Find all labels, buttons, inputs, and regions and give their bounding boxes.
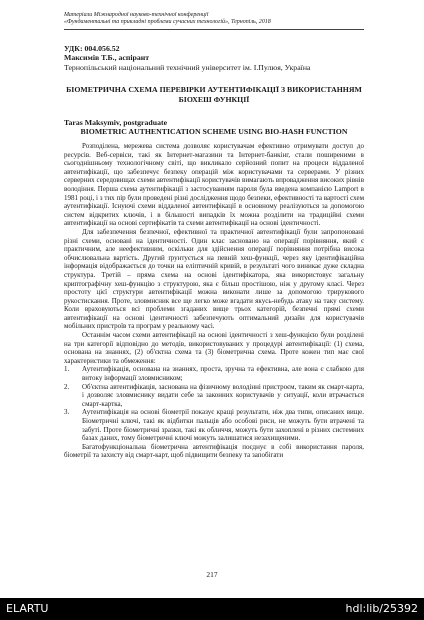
english-author-name: Taras Maksymiv, postgraduate xyxy=(64,118,168,127)
conference-header-line1: Матеріали Міжнародної науково-технічної конференції xyxy=(64,12,209,18)
author-name: Максимів Т.Б., аспірант xyxy=(64,53,150,62)
header-divider xyxy=(64,29,364,30)
body-paragraph: Останнім часом схеми автентифікації на основі ідентичності з хеш-функцією були розділені на три категорії відповідно до методів, використовуваних у процедурі автентифікації: (1) схема, основана на знаннях, (2) об'єктна схема та (3) біометрична схема. Проте кожен тип має свої характеристики та обмеження: xyxy=(64,331,364,365)
authentication-types-list xyxy=(64,365,364,442)
list-item-text: Аутентифікація, основана на знаннях, проста, зручна та ефективна, але вона є слабкою для витоку інформації зловмисником; xyxy=(82,365,364,383)
list-item-text: Аутентифікація на основі біометрії показує кращі результати, ніж два типи, описаних вище. Біометричні ключі, такі як відбитки пальців або особові риси, не можуть бути втрачені та забуті. Проте біометричні зразки, такі як обличчя, можуть бути захоплені в різних системних базах даних, тому біометричні ключі можуть залишатися незахищеними. xyxy=(82,408,364,443)
list-item xyxy=(64,383,364,409)
page-number: 217 xyxy=(206,570,218,579)
list-item-number: 1. xyxy=(64,365,70,374)
repository-footer-bar xyxy=(0,598,424,620)
list-item xyxy=(64,408,364,442)
conference-header-line2: «Фундаментальні та прикладні проблеми сучасних технологій», Тернопіль, 2018 xyxy=(64,19,271,26)
author-affiliation: Тернопільський національний технічний університет ім. І.Пулюя, Україна xyxy=(64,63,311,72)
paper-body xyxy=(64,142,364,460)
repository-name: ELARTU xyxy=(6,602,49,615)
paper-title: БІОМЕТРИЧНА СХЕМА ПЕРЕВІРКИ АУТЕНТИФІКАЦІЇ З ВИКОРИСТАННЯМ БІОХЕШ ФУНКЦІЇ xyxy=(66,85,362,104)
body-paragraph: Багатофункціональна біометрична автентифікація поєднує в собі використання пароля, біометрії та захисту від смарт-карт, щоб підвищити безпеку та запобігати xyxy=(64,442,364,460)
handle-identifier: hdl:lib/25392 xyxy=(345,602,418,615)
body-paragraph: Для забезпечення безпечної, ефективної та практичної автентифікації були запропоновані різні схеми, основані на ідентичності. Один клас засновано на операції порівняння, який є практичним, але неефективним, оскільки для здійснення операції порівняння потрібна висока обчислювальна вартість. Другий ґрунтується на певній хеш-функції, через яку ідентифікаційна інформація відображається до точки на еліптичній кривій, в результаті чого виникає дуже складна структура. Третій – пряма схема на основі ідентифікатора, яка використовує загальну криптографічну хеш-функцію з структурою, яка є більш простішою, ніж у другому класі. Через простоту цієї структури автентифікації можна виконати лише за допомогою трирукового рукостискання. Проте, зловмисник все ще легко може вгадати якусь-небудь атаку на таку систему. Коли враховуються всі проблеми згаданих вище трьох категорій, безпечні прямі схеми автентифікації на основі ідентичності забезпечують оптимальний дизайн для користувачів мобільних пристроїв та програм у реальному часі. xyxy=(64,227,364,331)
list-item-text: Об'єктна автентифікація, заснована на фізичному володінні пристроєм, таким як смарт-карта, і дозволяє зловмиснику видати себе за законних користувачів у ситуації, коли втрачається смарт-картка, xyxy=(82,382,364,408)
conference-header xyxy=(64,12,384,26)
list-item xyxy=(64,365,364,382)
udc-code: УДК: 004.056.52 xyxy=(64,44,120,53)
list-item-number: 2. xyxy=(64,382,70,391)
list-item-number: 3. xyxy=(64,408,70,417)
body-paragraph: Розподілена, мережева система дозволяє користувачам ефективно отримувати доступ до ресурсів. Веб-сервіси, такі як Інтернет-магазини та Інтернет-банкінг, стали поширеними в сьогоднішньому технологічному світі, що викликало серйозний попит на процеси віддаленої автентифікації, що забезпечує безпеку операцій між користувачами та серверами. У різних серверних середовищах схеми автентифікації користувачів вимагають впровадження високих рівнів володіння. Перша схема аутентифікації з застосуванням пароля була введена компанією Lamport в 1981 році, і з тих пір були проведені різні дослідження щодо безпеки, ефективності та вартості схем аутентифікації. Існуючі схеми віддаленої автентифікації в основному реалізуються за допомогою систем відкритих ключів, і в більшості випадків їх можна розділити на традиційні схеми автентифікації на основі сертифікатів та схеми автентифікації на основі ідентичності. xyxy=(64,142,364,228)
english-paper-title: BIOMETRIC AUTHENTICATION SCHEME USING BIO-HASH FUNCTION xyxy=(80,127,348,136)
